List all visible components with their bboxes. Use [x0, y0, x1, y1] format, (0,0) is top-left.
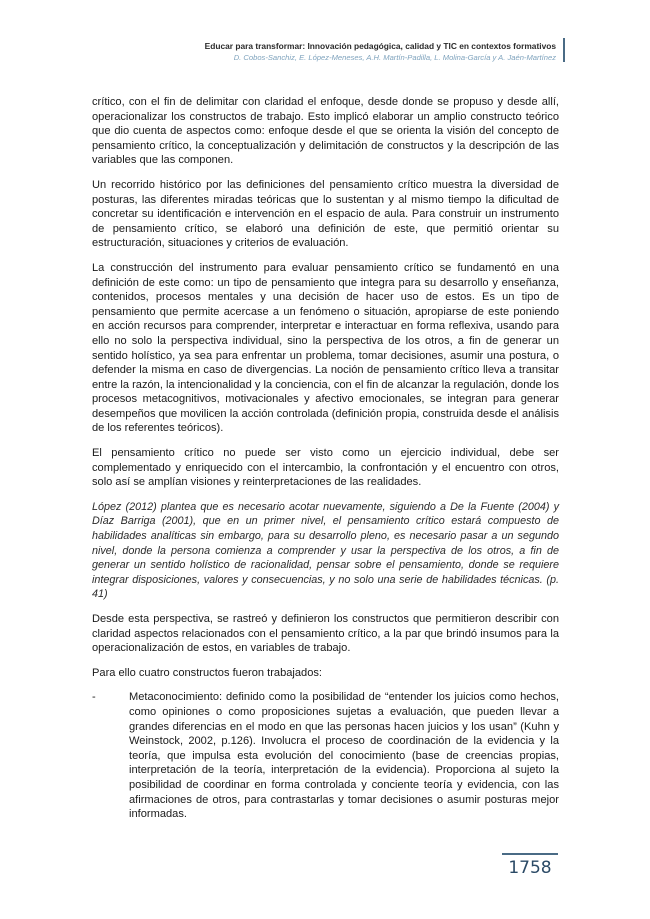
- page-body: [92, 95, 559, 832]
- list-bullet: -: [92, 691, 96, 704]
- paragraph-3: La construcción del instrumento para evaluar pensamiento crítico se fundamentó en una definición de este como: un tipo de pensamiento que integra para su desarrollo y enseñanza, contenidos, procesos mentales y una decisión de hacer uso de estos. Es un tipo de pensamiento que permite acercase a un fenómeno o situación, apropiarse de este poniendo en acción recursos para comprender, interpretar e interactuar en forma reflexiva, usando para ello no solo la perspectiva individual, sino la perspectiva de los otros, a fin de generar un sentido holístico, ya sea para enfrentar un problema, tomar decisiones, asumir una postura, o defender la misma en caso de divergencias. La noción de pensamiento crítico lleva a transitar entre la razón, la intencionalidad y la conciencia, con el fin de alcanzar la regulación, donde los procesos metacognitivos, motivacionales y afectivo emocionales, se integran para generar desempeños que movilicen la acción controlada (definición propia, construida desde el análisis de los referentes teóricos).: [92, 261, 559, 435]
- book-authors: D. Cobos-Sanchiz, E. López-Meneses, A.H. Martín-Padilla, L. Molina-García y A. Jaén-Martínez: [233, 53, 556, 62]
- paragraph-5: Desde esta perspectiva, se rastreó y definieron los constructos que permitieron describir con claridad aspectos relacionados con el pensamiento crítico, a la par que brindó insumos para la operacionalización de estos, en variables de trabajo.: [92, 613, 559, 655]
- block-quote: López (2012) plantea que es necesario acotar nuevamente, siguiendo a De la Fuente (2004) y Díaz Barriga (2001), que en un primer nivel, el pensamiento crítico estará compuesto de habilidades analíticas sin embargo, para su desarrollo pleno, es necesario pasar a un segundo nivel, donde la persona comienza a comprender y usar la perspectiva de los otros, a fin de generar un sentido holístico de racionalidad, pensar sobre el pensamiento, donde se requiere integrar disposiciones, valores y consecuencias, y no solo una serie de habilidades técnicas. (p. 41): [92, 500, 559, 601]
- page-number: 1758: [508, 858, 552, 878]
- book-title: Educar para transformar: Innovación pedagógica, calidad y TIC en contextos formativos: [204, 41, 556, 51]
- paragraph-4: El pensamiento crítico no puede ser visto como un ejercicio individual, debe ser complementado y enriquecido con el intercambio, la confrontación y el encuentro con otros, solo así se amplían visiones y reinterpretaciones de las realidades.: [92, 447, 559, 489]
- paragraph-2: Un recorrido histórico por las definiciones del pensamiento crítico muestra la diversidad de posturas, las diferentes miradas teóricas que lo sustentan y al mismo tiempo la dificultad de concretar su identificación e intervención en el espacio de aula. Para construir un instrumento de pensamiento crítico, se elaboró una definición de este, que permitió orientar su estructuración, situaciones y criterios de evaluación.: [92, 178, 559, 250]
- list-item: [92, 690, 559, 821]
- paragraph-1: crítico, con el fin de delimitar con claridad el enfoque, desde donde se propuso y desde allí, operacionalizar los constructos de trabajo. Esto implicó elaborar un amplio constructo teórico que dio cuenta de aspectos como: enfoque desde el que se orienta la visión del concepto de pensamiento crítico, la conceptualización y delimitación de constructos y la descripción de las variables que las componen.: [92, 96, 559, 167]
- running-header: [205, 40, 556, 64]
- page-number-rule: [502, 853, 558, 855]
- header-rule: [563, 38, 565, 62]
- list-item-text: Metaconocimiento: definido como la posibilidad de “entender los juicios como hechos, como opiniones o como proposiciones sujetas a evaluación, que pueden llevar a grandes diferencias en el modo en que las personas hacen juicios y los usan” (Kuhn y Weinstock, 2002, p.126). Involucra el proceso de coordinación de la evidencia y la teoría, que impulsa esta evolución del conocimiento (base de creencias propias, interpretación de la teoría, interpretación de la evidencia). Proporciona al sujeto la posibilidad de coordinar en forma controlada y conciente teoría y evidencia, con las afirmaciones de otros, para contrastarlas y tomar decisiones o asumir posturas mejor informadas.: [129, 691, 559, 821]
- constructs-list: [92, 690, 559, 821]
- paragraph-6: Para ello cuatro constructos fueron trabajados:: [92, 666, 323, 679]
